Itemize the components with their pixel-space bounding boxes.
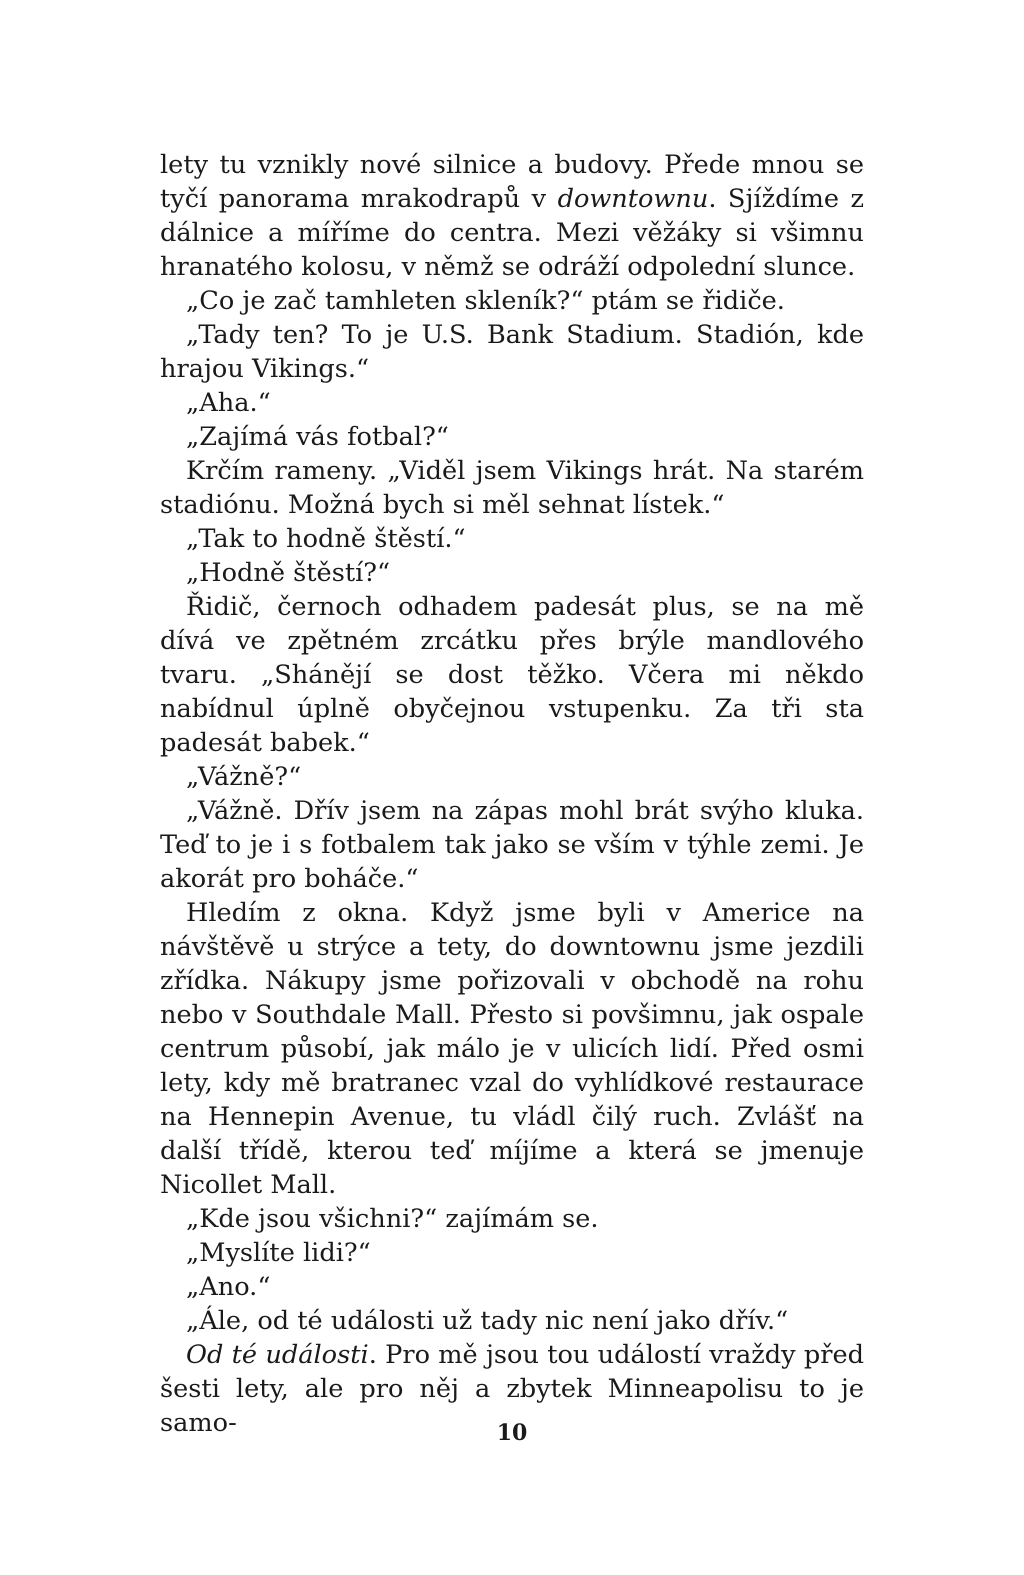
paragraph-7: „Tak to hodně štěstí.“ [186, 524, 466, 554]
paragraph-15: „Ano.“ [186, 1272, 271, 1302]
paragraph-16: „Ále, od té události už tady nic není jako dřív.“ [186, 1306, 789, 1336]
body-text [160, 148, 864, 1440]
paragraph-13: „Kde jsou všichni?“ zajímám se. [186, 1204, 599, 1234]
paragraph-9: Řidič, černoch odhadem padesát plus, se na mě dívá ve zpětném zrcátku přes brýle mandlového tvaru. „Shánějí se dost těžko. Včera mi někdo nabídnul úplně obyčejnou vstupenku. Za tři sta padesát babek.“ [160, 592, 864, 758]
paragraph-4: „Aha.“ [186, 388, 271, 418]
paragraph-6: Krčím rameny. „Viděl jsem Vikings hrát. Na starém stadiónu. Možná bych si měl sehnat lístek.“ [160, 456, 864, 520]
paragraph-8: „Hodně štěstí?“ [186, 558, 391, 588]
paragraph-2: „Co je zač tamhleten skleník?“ ptám se řidiče. [186, 286, 785, 316]
paragraph-3: „Tady ten? To je U.S. Bank Stadium. Stadión, kde hrajou Vikings.“ [160, 320, 864, 384]
paragraph-1: lety tu vznikly nové silnice a budovy. Přede mnou se tyčí panorama mrakodrapů v downtownu. Sjíždíme z dálnice a míříme do centra. Mezi věžáky si všimnu hranatého kolosu, v němž se odráží odpolední slunce. [160, 150, 864, 282]
paragraph-11: „Vážně. Dřív jsem na zápas mohl brát svýho kluka. Teď to je i s fotbalem tak jako se vším v týhle zemi. Je akorát pro boháče.“ [160, 796, 864, 894]
paragraph-14: „Myslíte lidi?“ [186, 1238, 371, 1268]
page-number: 10 [496, 1420, 528, 1446]
paragraph-5: „Zajímá vás fotbal?“ [186, 422, 449, 452]
paragraph-12: Hledím z okna. Když jsme byli v Americe na návštěvě u strýce a tety, do downtownu jsme jezdili zřídka. Nákupy jsme pořizovali v obchodě na rohu nebo v Southdale Mall. Přesto si povšimnu, jak ospale centrum působí, jak málo je v ulicích lidí. Před osmi lety, kdy mě bratranec vzal do vyhlídkové restaurace na Hennepin Avenue, tu vládl čilý ruch. Zvlášť na další třídě, kterou teď míjíme a která se jmenuje Nicollet Mall. [160, 898, 864, 1200]
paragraph-17: Od té události. Pro mě jsou tou událostí vraždy před šesti lety, ale pro něj a zbytek Minneapolisu to je samo- [160, 1340, 864, 1438]
paragraph-10: „Vážně?“ [186, 762, 302, 792]
